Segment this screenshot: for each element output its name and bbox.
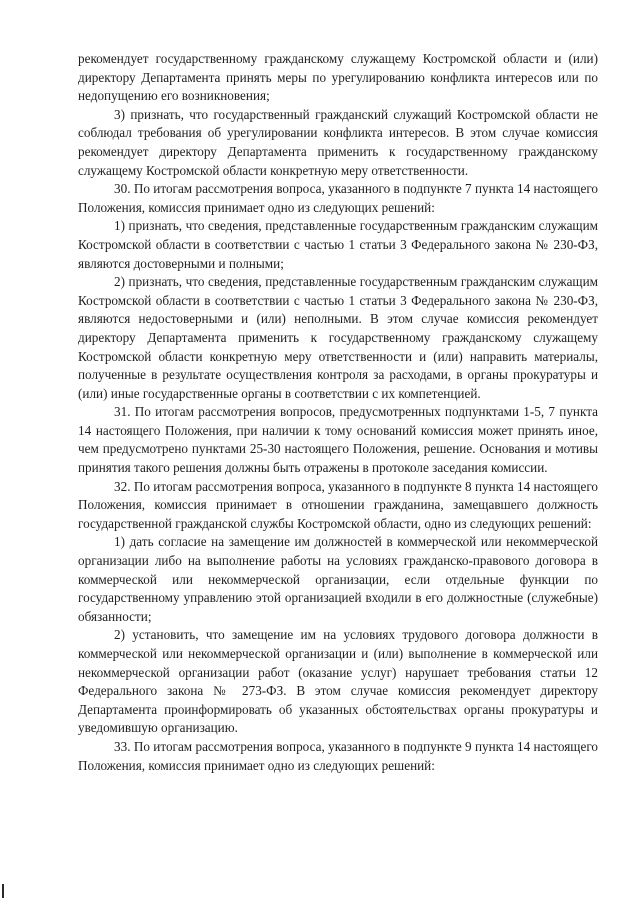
paragraph-clause-32: 32. По итогам рассмотрения вопроса, указанного в подпункте 8 пункта 14 настоящего Положения, комиссия принимает в отношении гражданина, замещавшего должность государственной гражданской службы Костромской области, одно из следующих решений: — [78, 478, 598, 531]
paragraph-clause-32-item-1: 1) дать согласие на замещение им должностей в коммерческой или некоммерческой организации либо на выполнение работы на условиях гражданско-правового договора в коммерческой или некоммерческой организации, если отдельные функции по государственному управлению этой организацией входили в его должностные (служебные) обязанности; — [78, 534, 598, 624]
paragraph-clause-33: 33. По итогам рассмотрения вопроса, указанного в подпункте 9 пункта 14 настоящего Положения, комиссия принимает одно из следующих решений: — [78, 738, 598, 773]
scan-edge-mark — [2, 884, 4, 898]
paragraph-item-3: 3) признать, что государственный гражданский служащий Костромской области не соблюдал требования об урегулировании конфликта интересов. В этом случае комиссия рекомендует директору Департамента применить к государственному гражданскому служащему Костромской области конкретную меру ответственности. — [78, 106, 598, 178]
paragraph-clause-30-item-2: 2) признать, что сведения, представленные государственным гражданским служащим Костромской области в соответствии с частью 1 статьи 3 Федерального закона № 230-ФЗ, являются недостоверными и (или) неполными. В этом случае комиссия рекомендует директору Департамента применить к государственному гражданскому служащему Костромской области конкретную меру ответственности и (или) направить материалы, полученные в результате осуществления контроля за расходами, в органы прокуратуры и (или) иные государственные органы в соответствии с их компетенцией. — [78, 274, 598, 401]
paragraph-clause-31: 31. По итогам рассмотрения вопросов, предусмотренных подпунктами 1-5, 7 пункта 14 настоящего Положения, при наличии к тому оснований комиссия может принять иное, чем предусмотрено пунктами 25-30 настоящего Положения, решение. Основания и мотивы принятия такого решения должны быть отражены в протоколе заседания комиссии. — [78, 404, 598, 476]
paragraph-continuation: рекомендует государственному гражданскому служащему Костромской области и (или) директору Департамента принять меры по урегулированию конфликта интересов или по недопущению его возникновения; — [78, 51, 598, 104]
paragraph-clause-30: 30. По итогам рассмотрения вопроса, указанного в подпункте 7 пункта 14 настоящего Положения, комиссия принимает одно из следующих решений: — [78, 181, 598, 215]
paragraph-clause-30-item-1: 1) признать, что сведения, представленные государственным гражданским служащим Костромской области в соответствии с частью 1 статьи 3 Федерального закона № 230-ФЗ, являются достоверными и полными; — [78, 218, 598, 271]
paragraph-clause-32-item-2: 2) установить, что замещение им на условиях трудового договора должности в коммерческой или некоммерческой организации и (или) выполнение в коммерческой или некоммерческой организации работ (оказание услуг) нарушает требования статьи 12 Федерального закона № 273-ФЗ. В этом случае комиссия рекомендует директору Департамента проинформировать об указанных обстоятельствах органы прокуратуры и уведомившую организацию. — [78, 627, 598, 736]
document-body — [78, 50, 598, 775]
